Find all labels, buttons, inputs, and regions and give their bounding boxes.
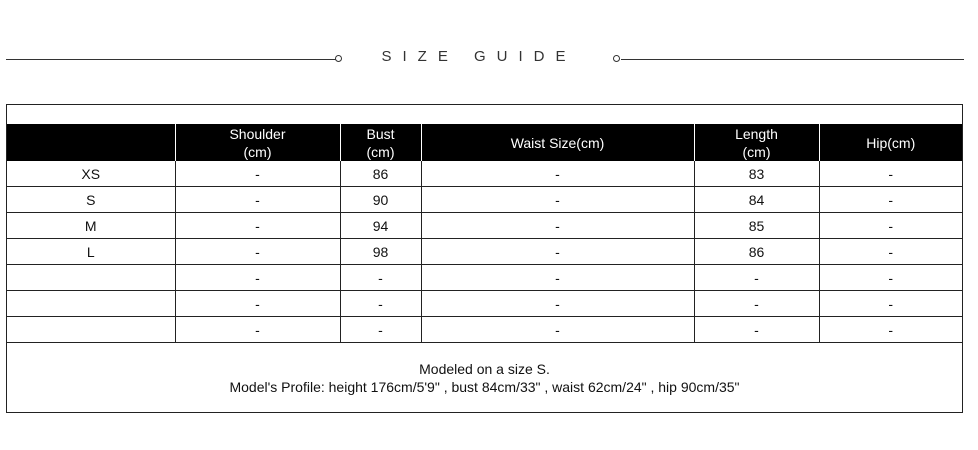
- size-guide-panel: [6, 104, 963, 413]
- cell-shoulder: -: [175, 161, 340, 187]
- table-row: [7, 187, 962, 213]
- cell-bust: 86: [340, 161, 421, 187]
- header-hip: Hip(cm): [819, 124, 962, 161]
- cell-length: 84: [694, 187, 819, 213]
- model-size-note: Modeled on a size S.: [419, 361, 550, 377]
- cell-length: 83: [694, 161, 819, 187]
- cell-shoulder: -: [175, 265, 340, 291]
- table-row: [7, 317, 962, 343]
- size-table-header: [7, 124, 962, 161]
- cell-hip: -: [819, 317, 962, 343]
- header-length: Length (cm): [694, 124, 819, 161]
- cell-size: [7, 317, 175, 343]
- title-divider-right: [621, 59, 964, 60]
- header-size: [7, 124, 175, 161]
- cell-waist: -: [421, 265, 694, 291]
- cell-hip: -: [819, 291, 962, 317]
- table-row: [7, 265, 962, 291]
- cell-bust: 90: [340, 187, 421, 213]
- cell-shoulder: -: [175, 239, 340, 265]
- cell-size: [7, 291, 175, 317]
- table-row: [7, 239, 962, 265]
- table-row: [7, 213, 962, 239]
- cell-length: 86: [694, 239, 819, 265]
- model-profile: Model's Profile: height 176cm/5'9" , bust 84cm/33" , waist 62cm/24" , hip 90cm/35": [229, 379, 740, 395]
- title-divider-left: [6, 59, 336, 60]
- cell-shoulder: -: [175, 187, 340, 213]
- cell-hip: -: [819, 187, 962, 213]
- cell-length: -: [694, 265, 819, 291]
- cell-bust: -: [340, 291, 421, 317]
- cell-length: 85: [694, 213, 819, 239]
- size-table: [7, 124, 962, 343]
- header-waist: Waist Size(cm): [421, 124, 694, 161]
- cell-hip: -: [819, 213, 962, 239]
- cell-bust: -: [340, 317, 421, 343]
- cell-hip: -: [819, 265, 962, 291]
- table-row: [7, 291, 962, 317]
- cell-waist: -: [421, 213, 694, 239]
- cell-size: XS: [7, 161, 175, 187]
- cell-bust: -: [340, 265, 421, 291]
- cell-bust: 94: [340, 213, 421, 239]
- cell-waist: -: [421, 239, 694, 265]
- cell-waist: -: [421, 187, 694, 213]
- table-row: [7, 161, 962, 187]
- title-bar: [0, 46, 978, 74]
- cell-waist: -: [421, 291, 694, 317]
- cell-bust: 98: [340, 239, 421, 265]
- cell-waist: -: [421, 161, 694, 187]
- cell-size: M: [7, 213, 175, 239]
- cell-length: -: [694, 291, 819, 317]
- cell-shoulder: -: [175, 317, 340, 343]
- title-ornament-right: [613, 55, 620, 62]
- cell-shoulder: -: [175, 213, 340, 239]
- cell-hip: -: [819, 239, 962, 265]
- size-table-body: [7, 161, 962, 343]
- cell-shoulder: -: [175, 291, 340, 317]
- cell-hip: -: [819, 161, 962, 187]
- page-title: SIZE GUIDE: [381, 48, 577, 65]
- header-shoulder: Shoulder (cm): [175, 124, 340, 161]
- cell-length: -: [694, 317, 819, 343]
- cell-size: [7, 265, 175, 291]
- model-info: [7, 360, 962, 396]
- header-bust: Bust (cm): [340, 124, 421, 161]
- cell-size: S: [7, 187, 175, 213]
- cell-waist: -: [421, 317, 694, 343]
- cell-size: L: [7, 239, 175, 265]
